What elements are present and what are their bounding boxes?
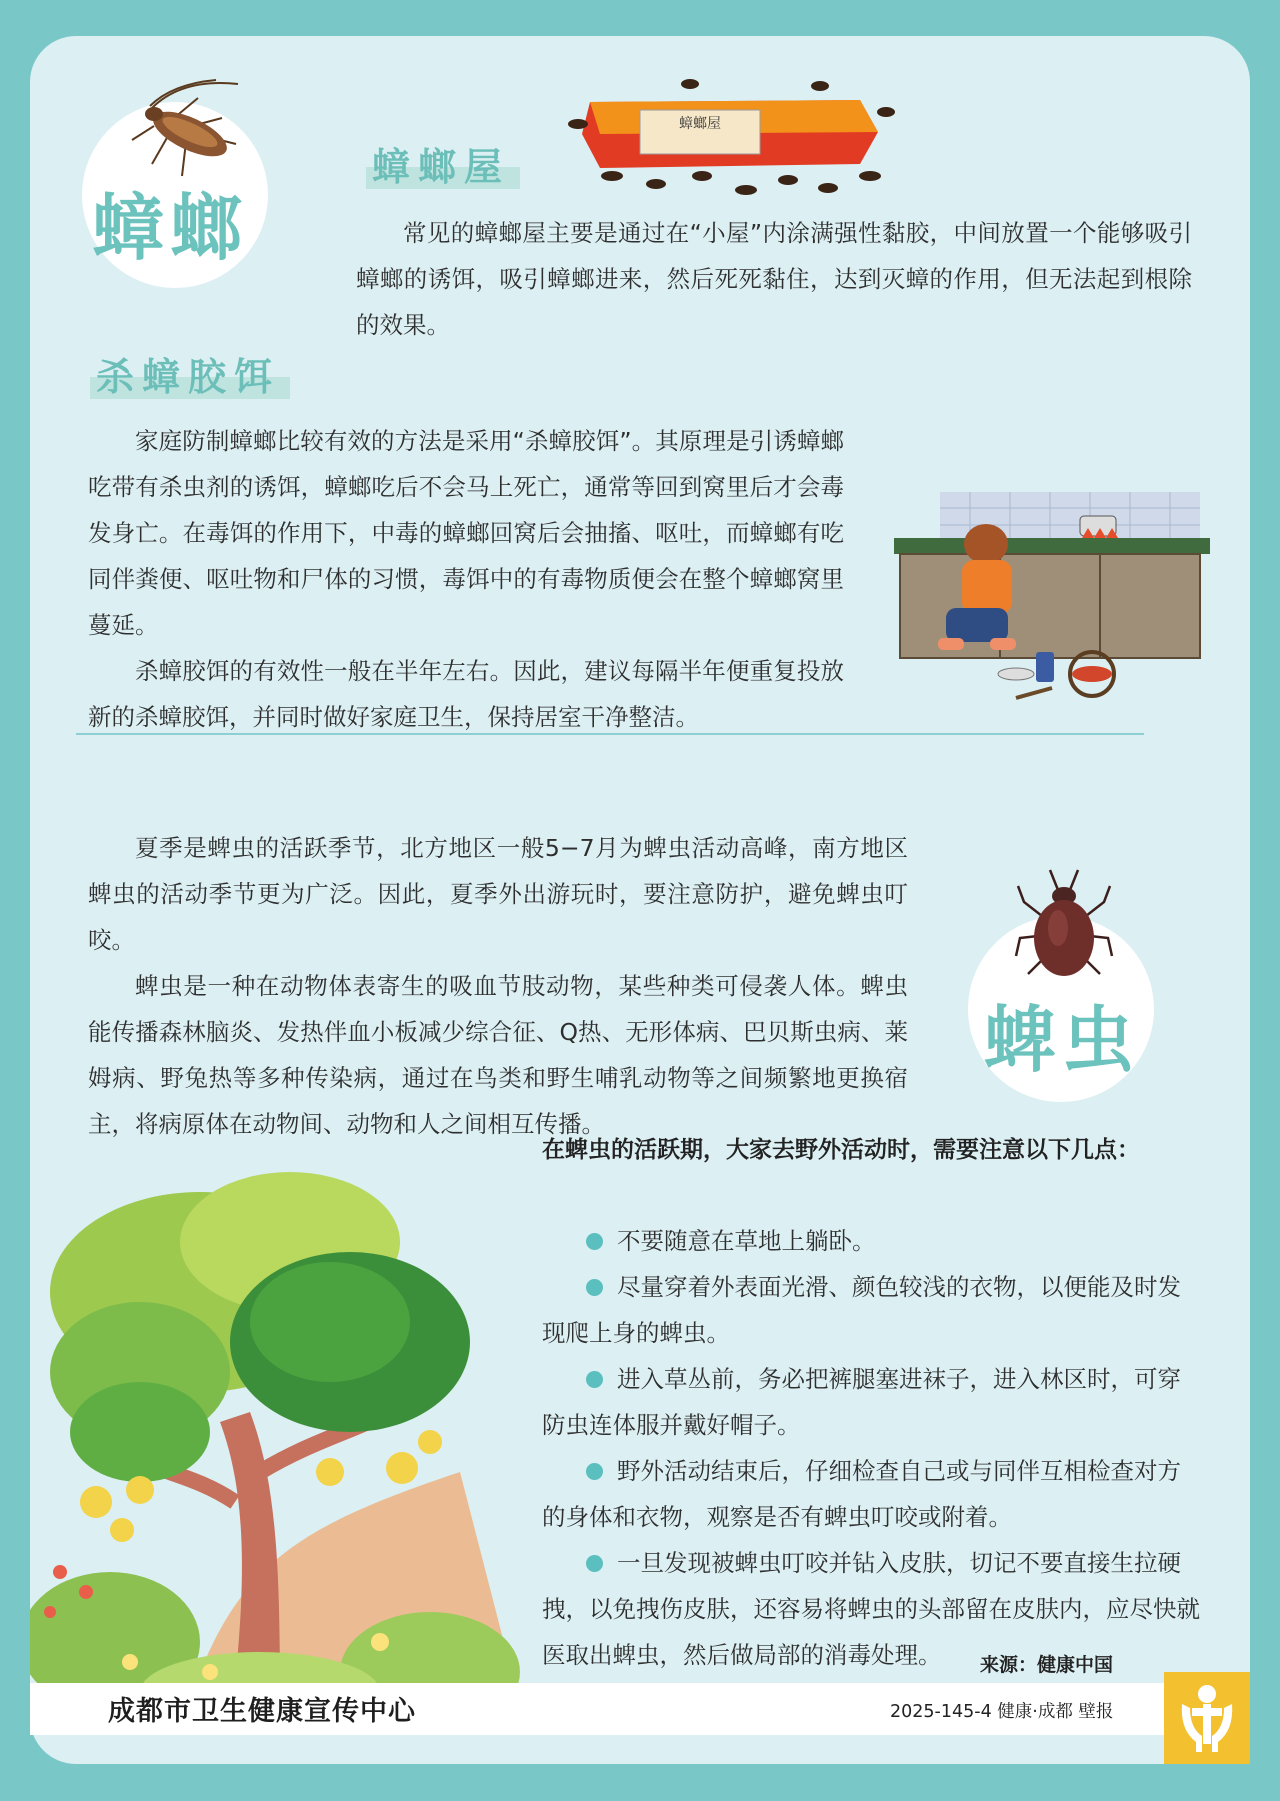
tips-heading: 在蜱虫的活跃期，大家去野外活动时，需要注意以下几点： bbox=[542, 1137, 1140, 1163]
bullet-dot bbox=[586, 1463, 603, 1480]
tip-item: 进入草丛前，务必把裤腿塞进袜子，进入林区时，可穿防虫连体服并戴好帽子。 bbox=[542, 1365, 1181, 1439]
section-divider bbox=[76, 733, 1144, 735]
health-logo-icon bbox=[1176, 1680, 1238, 1756]
tick-title: 蜱虫 bbox=[984, 997, 1141, 1082]
issue-number: 2025-145-4 健康·成都 壁报 bbox=[890, 1702, 1114, 1722]
trap-box-image bbox=[560, 72, 900, 202]
kitchen-scene-image bbox=[890, 488, 1210, 720]
tree-image bbox=[30, 1172, 526, 1728]
bullet-dot bbox=[586, 1371, 603, 1388]
trap-section-title: 蟑螂屋 bbox=[372, 136, 510, 191]
tip-item: 不要随意在草地上躺卧。 bbox=[542, 1218, 1202, 1264]
cockroach-icon bbox=[112, 78, 240, 182]
bullet-dot bbox=[586, 1555, 603, 1572]
tip-item: 野外活动结束后，仔细检查自己或与同伴互相检查对方的身体和衣物，观察是否有蜱虫叮咬或附着。 bbox=[542, 1457, 1181, 1531]
cockroach-title: 蟑螂 bbox=[92, 185, 249, 270]
organization-name: 成都市卫生健康宣传中心 bbox=[108, 1696, 416, 1727]
trap-paragraph: 常见的蟑螂屋主要是通过在“小屋”内涂满强性黏胶，中间放置一个能够吸引蟑螂的诱饵，吸引蟑螂进来，然后死死黏住，达到灭蟑的作用，但无法起到根除的效果。 bbox=[356, 219, 1192, 339]
tick-paragraph-1: 夏季是蜱虫的活跃季节，北方地区一般5−7月为蜱虫活动高峰，南方地区蜱虫的活动季节更为广泛。因此，夏季外出游玩时，要注意防护，避免蜱虫叮咬。 bbox=[88, 834, 908, 954]
source-credit: 来源：健康中国 bbox=[980, 1654, 1114, 1676]
bait-paragraph-1: 家庭防制蟑螂比较有效的方法是采用“杀蟑胶饵”。其原理是引诱蟑螂吃带有杀虫剂的诱饵，蟑螂吃后不会马上死亡，通常等回到窝里后才会毒发身亡。在毒饵的作用下，中毒的蟑螂回窝后会抽搐、呕吐，而蟑螂有吃同伴粪便、呕吐物和尸体的习惯，毒饵中的有毒物质便会在整个蟑螂窝里蔓延。 bbox=[88, 427, 844, 639]
bedbug-tick-icon bbox=[1014, 866, 1114, 986]
bait-section-title: 杀蟑胶饵 bbox=[96, 346, 280, 401]
trap-box-label: 蟑螂屋 bbox=[679, 116, 721, 132]
bait-paragraph-2: 杀蟑胶饵的有效性一般在半年左右。因此，建议每隔半年便重复投放新的杀蟑胶饵，并同时做好家庭卫生，保持居室干净整洁。 bbox=[88, 657, 844, 731]
bullet-dot bbox=[586, 1233, 603, 1250]
tick-paragraph-2: 蜱虫是一种在动物体表寄生的吸血节肢动物，某些种类可侵袭人体。蜱虫能传播森林脑炎、发热伴血小板减少综合征、Q热、无形体病、巴贝斯虫病、莱姆病、野兔热等多种传染病，通过在鸟类和野生哺乳动物等之间频繁地更换宿主，将病原体在动物间、动物和人之间相互传播。 bbox=[88, 972, 908, 1138]
tip-item: 尽量穿着外表面光滑、颜色较浅的衣物，以便能及时发现爬上身的蜱虫。 bbox=[542, 1273, 1181, 1347]
bullet-dot bbox=[586, 1279, 603, 1296]
tip-item: 一旦发现被蜱虫叮咬并钻入皮肤，切记不要直接生拉硬拽，以免拽伤皮肤，还容易将蜱虫的头部留在皮肤内，应尽快就医取出蜱虫，然后做局部的消毒处理。 bbox=[542, 1549, 1200, 1669]
